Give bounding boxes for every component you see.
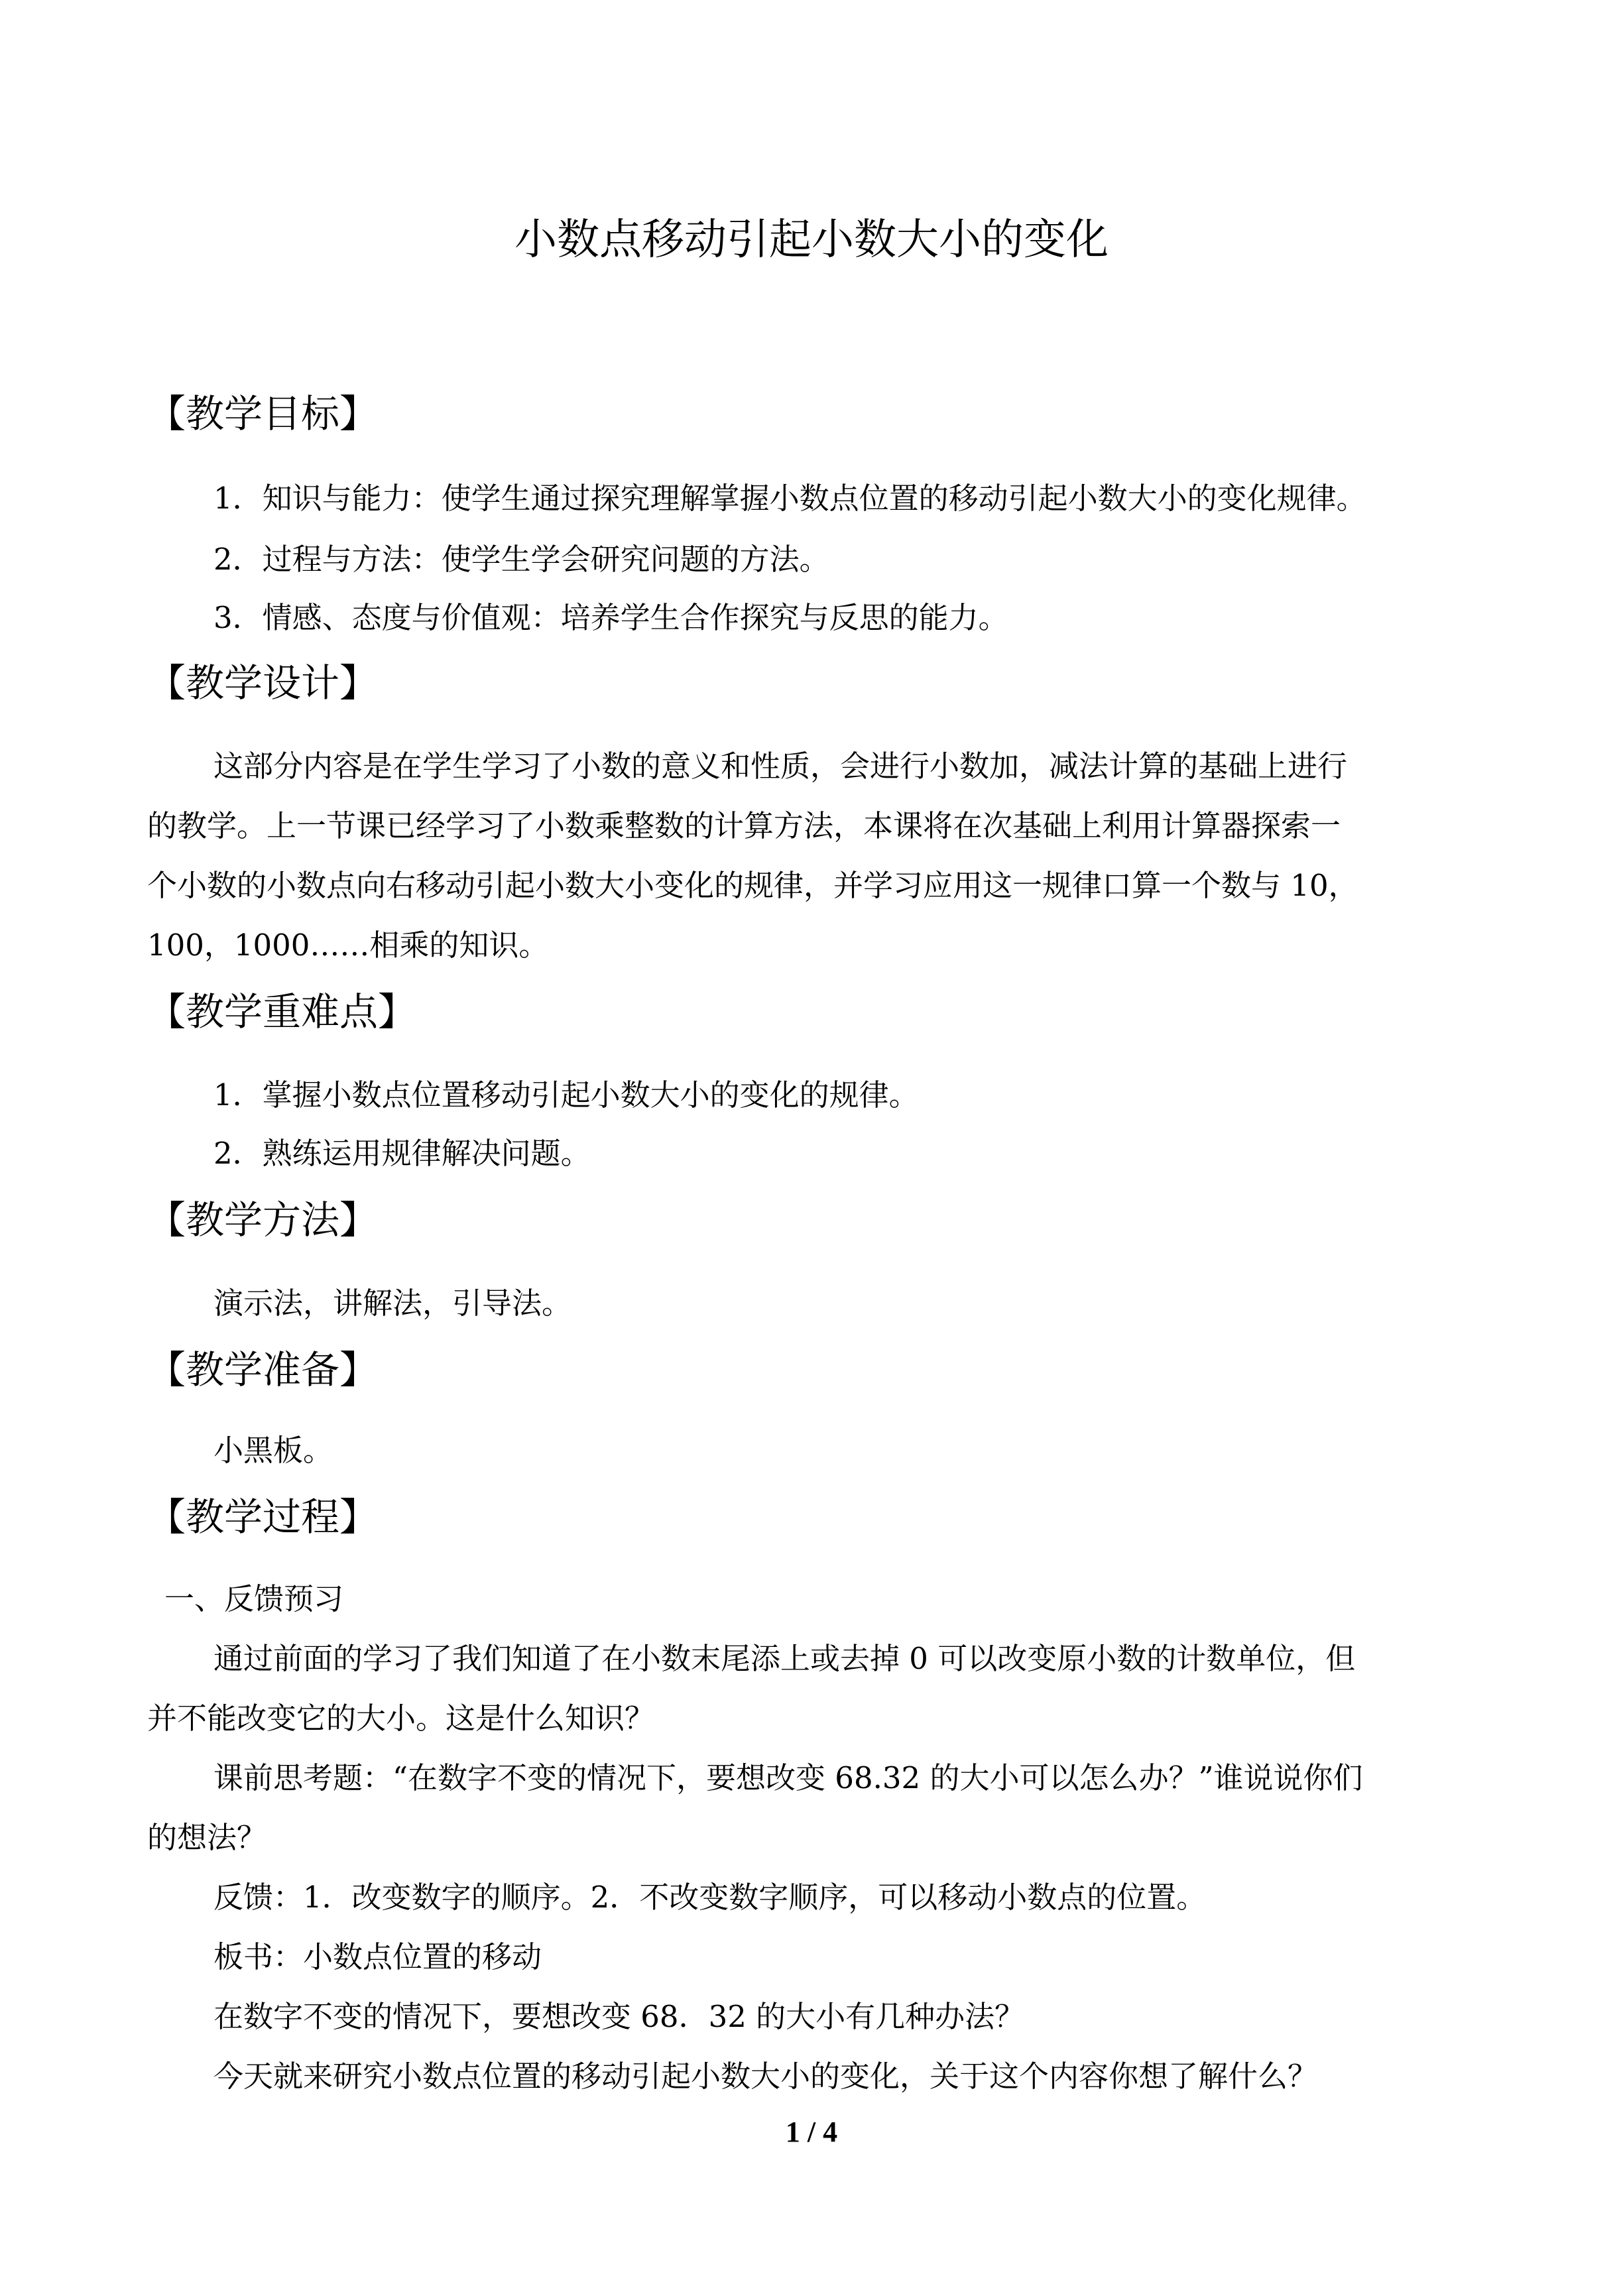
design-paragraph-line: 个小数的小数点向右移动引起小数大小变化的规律，并学习应用这一规律口算一个数与 10，	[147, 868, 1358, 903]
document-title: 小数点移动引起小数大小的变化	[514, 215, 1109, 265]
goal-item: 2．过程与方法：使学生学会研究问题的方法。	[213, 542, 829, 577]
process-paragraph-line: 的想法？	[147, 1820, 267, 1855]
goal-item: 3．情感、态度与价值观：培养学生合作探究与反思的能力。	[213, 600, 1008, 635]
section-heading-process: 【教学过程】	[147, 1494, 379, 1540]
key-point-item: 1．掌握小数点位置移动引起小数大小的变化的规律。	[213, 1077, 919, 1113]
design-paragraph-line: 100，1000……相乘的知识。	[147, 928, 549, 963]
process-subheading: 一、反馈预习	[164, 1581, 344, 1616]
process-paragraph-line: 通过前面的学习了我们知道了在小数末尾添上或去掉 0 可以改变原小数的计数单位，但	[213, 1641, 1356, 1676]
process-paragraph-line: 在数字不变的情况下，要想改变 68．32 的大小有几种办法？	[213, 1999, 1025, 2034]
section-heading-key-points: 【教学重难点】	[147, 989, 417, 1034]
process-paragraph-line: 课前思考题：“在数字不变的情况下，要想改变 68.32 的大小可以怎么办？”谁说说你们	[213, 1760, 1363, 1795]
process-paragraph-line: 并不能改变它的大小。这是什么知识？	[147, 1701, 655, 1736]
section-heading-preparation: 【教学准备】	[147, 1347, 379, 1392]
design-paragraph-line: 这部分内容是在学生学习了小数的意义和性质，会进行小数加，减法计算的基础上进行	[213, 749, 1348, 784]
section-heading-methods: 【教学方法】	[147, 1197, 379, 1242]
process-paragraph-line: 今天就来研究小数点位置的移动引起小数大小的变化，关于这个内容你想了解什么？	[213, 2059, 1318, 2094]
goal-item: 1．知识与能力：使学生通过探究理解掌握小数点位置的移动引起小数大小的变化规律。	[213, 481, 1366, 516]
preparation-text: 小黑板。	[213, 1433, 333, 1468]
section-heading-design: 【教学设计】	[147, 660, 379, 705]
design-paragraph-line: 的教学。上一节课已经学习了小数乘整数的计算方法，本课将在次基础上利用计算器探索一	[147, 808, 1341, 843]
process-paragraph-line: 板书：小数点位置的移动	[213, 1939, 542, 1974]
section-heading-goals: 【教学目标】	[147, 391, 379, 436]
process-paragraph-line: 反馈：1．改变数字的顺序。2．不改变数字顺序，可以移动小数点的位置。	[213, 1880, 1207, 1915]
page-number: 1 / 4	[785, 2116, 838, 2148]
methods-text: 演示法，讲解法，引导法。	[213, 1286, 572, 1321]
key-point-item: 2．熟练运用规律解决问题。	[213, 1136, 591, 1171]
